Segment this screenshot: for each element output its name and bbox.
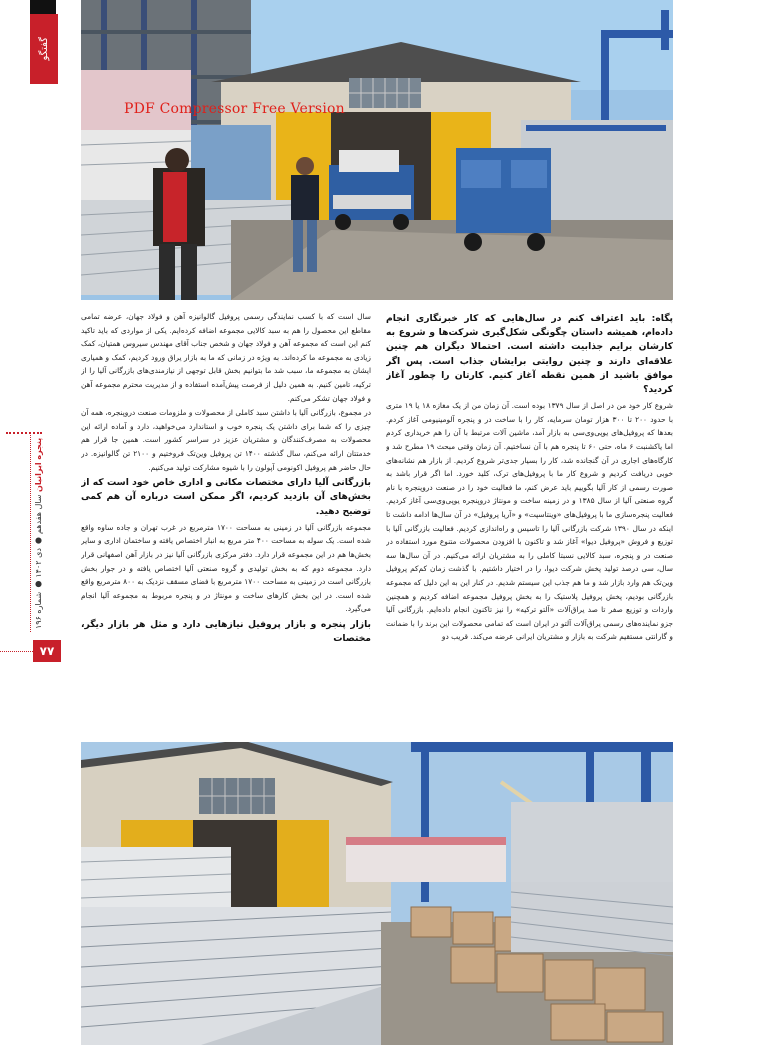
interview-question: بازار پنجره و بازار پروفیل نیازهایی دارد و مثل هر بازار دیگر، مختصات [81, 618, 371, 645]
interview-question: پگاه: باید اعتراف کنم در سال‌هایی که کار خبرنگاری انجام داده‌ام، همیشه داستان چگونگی شکل‌گیری شرکت‌ها و شروع به کارشان برایم جذابیت داشته است. احتمالا دیگران هم چنین علاقه‌ای دارند و چنین روایتی برایشان جذاب است. پس اگر موافق باشید از همین نقطه آغاز کنیم. کارتان را چطور آغاز کردید؟ [386, 313, 673, 396]
answer-paragraph: سال است که با کسب نمایندگی رسمی پروفیل گالوانیزه آهن و فولاد جهان، عرضه تمامی مقاطع این محصول را هم به سبد کالایی مجموعه اضافه کرده‌ایم. یکی از مواردی که باید تاکید کنم این است که مجموعه آهن و فولاد جهان و شخص جناب آقای مهندس سیروس همتیان، کمک زیادی به مجموعه ما کرده‌اند. به ویژه در زمانی که ما به بازار یراق ورود کردیم، کمک و همیاری ایشان به مجموعه ما، سبب شد ما بتوانیم بخش قابل توجهی از نیازمندی‌های بازرگانی آلیا را از ترکیه، تامین کنیم. به همین دلیل از فرصت پیش‌آمده استفاده و از مدیریت محترم مجموعه آهن و فولاد جهان تشکر می‌کنم. [81, 312, 371, 403]
warehouse-trucks-photo [81, 0, 673, 300]
issue-info: سال هفدهم ● دی ۱۴۰۲ ● شماره ۱۹۶ [34, 494, 43, 630]
left-text-column [81, 310, 371, 735]
page-number: ۷۷ [33, 640, 61, 662]
interview-answer: شروع کار خود من در اصل از سال ۱۳۷۹ بوده است. آن زمان من از یک مغازه ۱۸ یا ۱۹ متری با حدود ۲۰۰ تا ۳۰۰ هزار تومان سرمایه، کار را با ساخت در و پنجره آلومینیومی آغاز کردم. بعدها که پروفیل‌های یوپی‌وی‌سی به بازار آمد، ماشین آلات مرتبط با آن را هم خریداری کردم اما یاکشنبت ۶ ماه، حتی ۶۰ تا پنجره هم با آن نساختیم. آن زمان وقتی مبحث ۱۹ مطرح شد و کارگاه‌های اجاری در آن گنجانده شد، کار را بسیار جدی‌تر شروع کردیم. از بازار هم نشانه‌های خوبی دریافت کردیم و شروع کار ما با پروفیل‌های ترک، کلید خورد. اما اگر قرار باشد به صورت رسمی از کار آلیا بگوییم باید عرض کنم، ما فعالیت خود را در صنعت دروپنجره با نام گروه صنعتی آلیا از سال ۱۳۸۵ و در زمینه ساخت و مونتاژ دروپنجره یوپی‌وی‌سی آغاز کردیم. فعالیت پنجره‌سازی ما با پروفیل‌های «وینتاسپت» و «آریا پروفیل» در آن سال‌ها ادامه داشت تا اینکه در سال ۱۳۹۰ شرکت بازرگانی آلیا را تاسیس و راه‌اندازی کردیم. فعالیت بازرگانی آلیا با توزیع و فروش «پروفیل دیوا» آغاز شد و تاکنون با افزودن محصولات متنوع مورد استفاده در صنعت در و پنجره، سبد کالایی نسبتا کاملی را به مشتریان ارائه می‌کنیم. در آن سال‌ها سه سال، سی درصد تولید پخش شرکت دیوا، را در اختیار داشتیم. با گذشت زمان کم‌کم پروفیل وین‌تک هم وارد بازار شد و ما هم جذب این سیستم شدیم. در کنار این به این دلیل که مجموعه بازرگانی بودیم، پخش پروفیل پلاستیک را به بخش پروفیل مجموعه اضافه کردیم و همچنین واردات و توزیع صفر تا صد یراق‌آلات «آلتو ترکیه» را نیز تاکنون انجام داده‌ایم. بازرگانی آلیا جزو نماینده‌های رسمی یراق‌آلات آلتو در ایران است که تمامی محصولات این برند را با ضمانت و گارانتی مستقیم شرکت به بازار و مشتریان ایرانی عرضه می‌کند. قریب دو [386, 401, 673, 642]
pdf-compressor-watermark: PDF Compressor Free Version [124, 101, 345, 117]
section-tab [30, 14, 58, 84]
right-text-column [386, 310, 673, 735]
magazine-brand: پنجره ایرانیان [34, 438, 43, 493]
running-header [34, 438, 50, 643]
warehouse-yard-photo [81, 742, 673, 1045]
corner-block [30, 0, 56, 14]
side-vertical-rule [30, 432, 31, 632]
answer-paragraph: مجموعه بازرگانی آلیا در زمینی به مساحت ۱۷۰۰ مترمربع در غرب تهران و جاده ساوه واقع شده است. یک سوله به مساحت ۴۰۰ متر مربع به انبار اختصاص یافته و ساختمان اداری و سایر بخش‌ها هم در این مجموعه قرار دارد. دفتر مرکزی بازرگانی آلیا نیز در بازار آهن اصفهانی قرار دارد. مجموعه دوم که به بخش تولیدی و گروه صنعتی آلیا اختصاص یافته و در جوار بخش بازرگانی است در زمینی به مساحت ۱۷۰۰ مترمربع با فضای مسقف نزدیک به ۸۰۰ مترمربع واقع شده است. در این بخش کارهای ساخت و مونتاژ در و پنجره مربوط به مجموعه آلیا انجام می‌گیرد. [81, 522, 371, 614]
section-tab-label: گفتگو [38, 37, 50, 61]
interview-question: بازرگانی آلیا دارای مختصات مکانی و اداری خاص خود است که از بخش‌های آن بازدید کردیم، اگر ممکن است درباره آن هم کمی توضیح دهید. [81, 477, 371, 517]
page-number-rule [0, 651, 33, 652]
side-dotted-rule [6, 432, 42, 434]
answer-paragraph: در مجموع، بازرگانی آلیا با داشتن سبد کاملی از محصولات و ملزومات صنعت دروپنجره، همه آن چیزی را که شما برای داشتن یک پنجره خوب و استاندارد می‌خواهید، دارد و آماده ارائه این محصولات به مصرف‌کنندگان و مشتریان عزیز در سراسر کشور است. همین جا قرار هم خدمتتان ارائه می‌کنم، سال گذشته ۱۴۰۰ تن پروفیل وین‌تک فروختیم و ۲۱۰۰ تن گالوانیزه. در حال حاضر هم پروفیل اکونومی آپولون را با شیوه مشارکت تولید می‌کنیم. [81, 408, 371, 472]
